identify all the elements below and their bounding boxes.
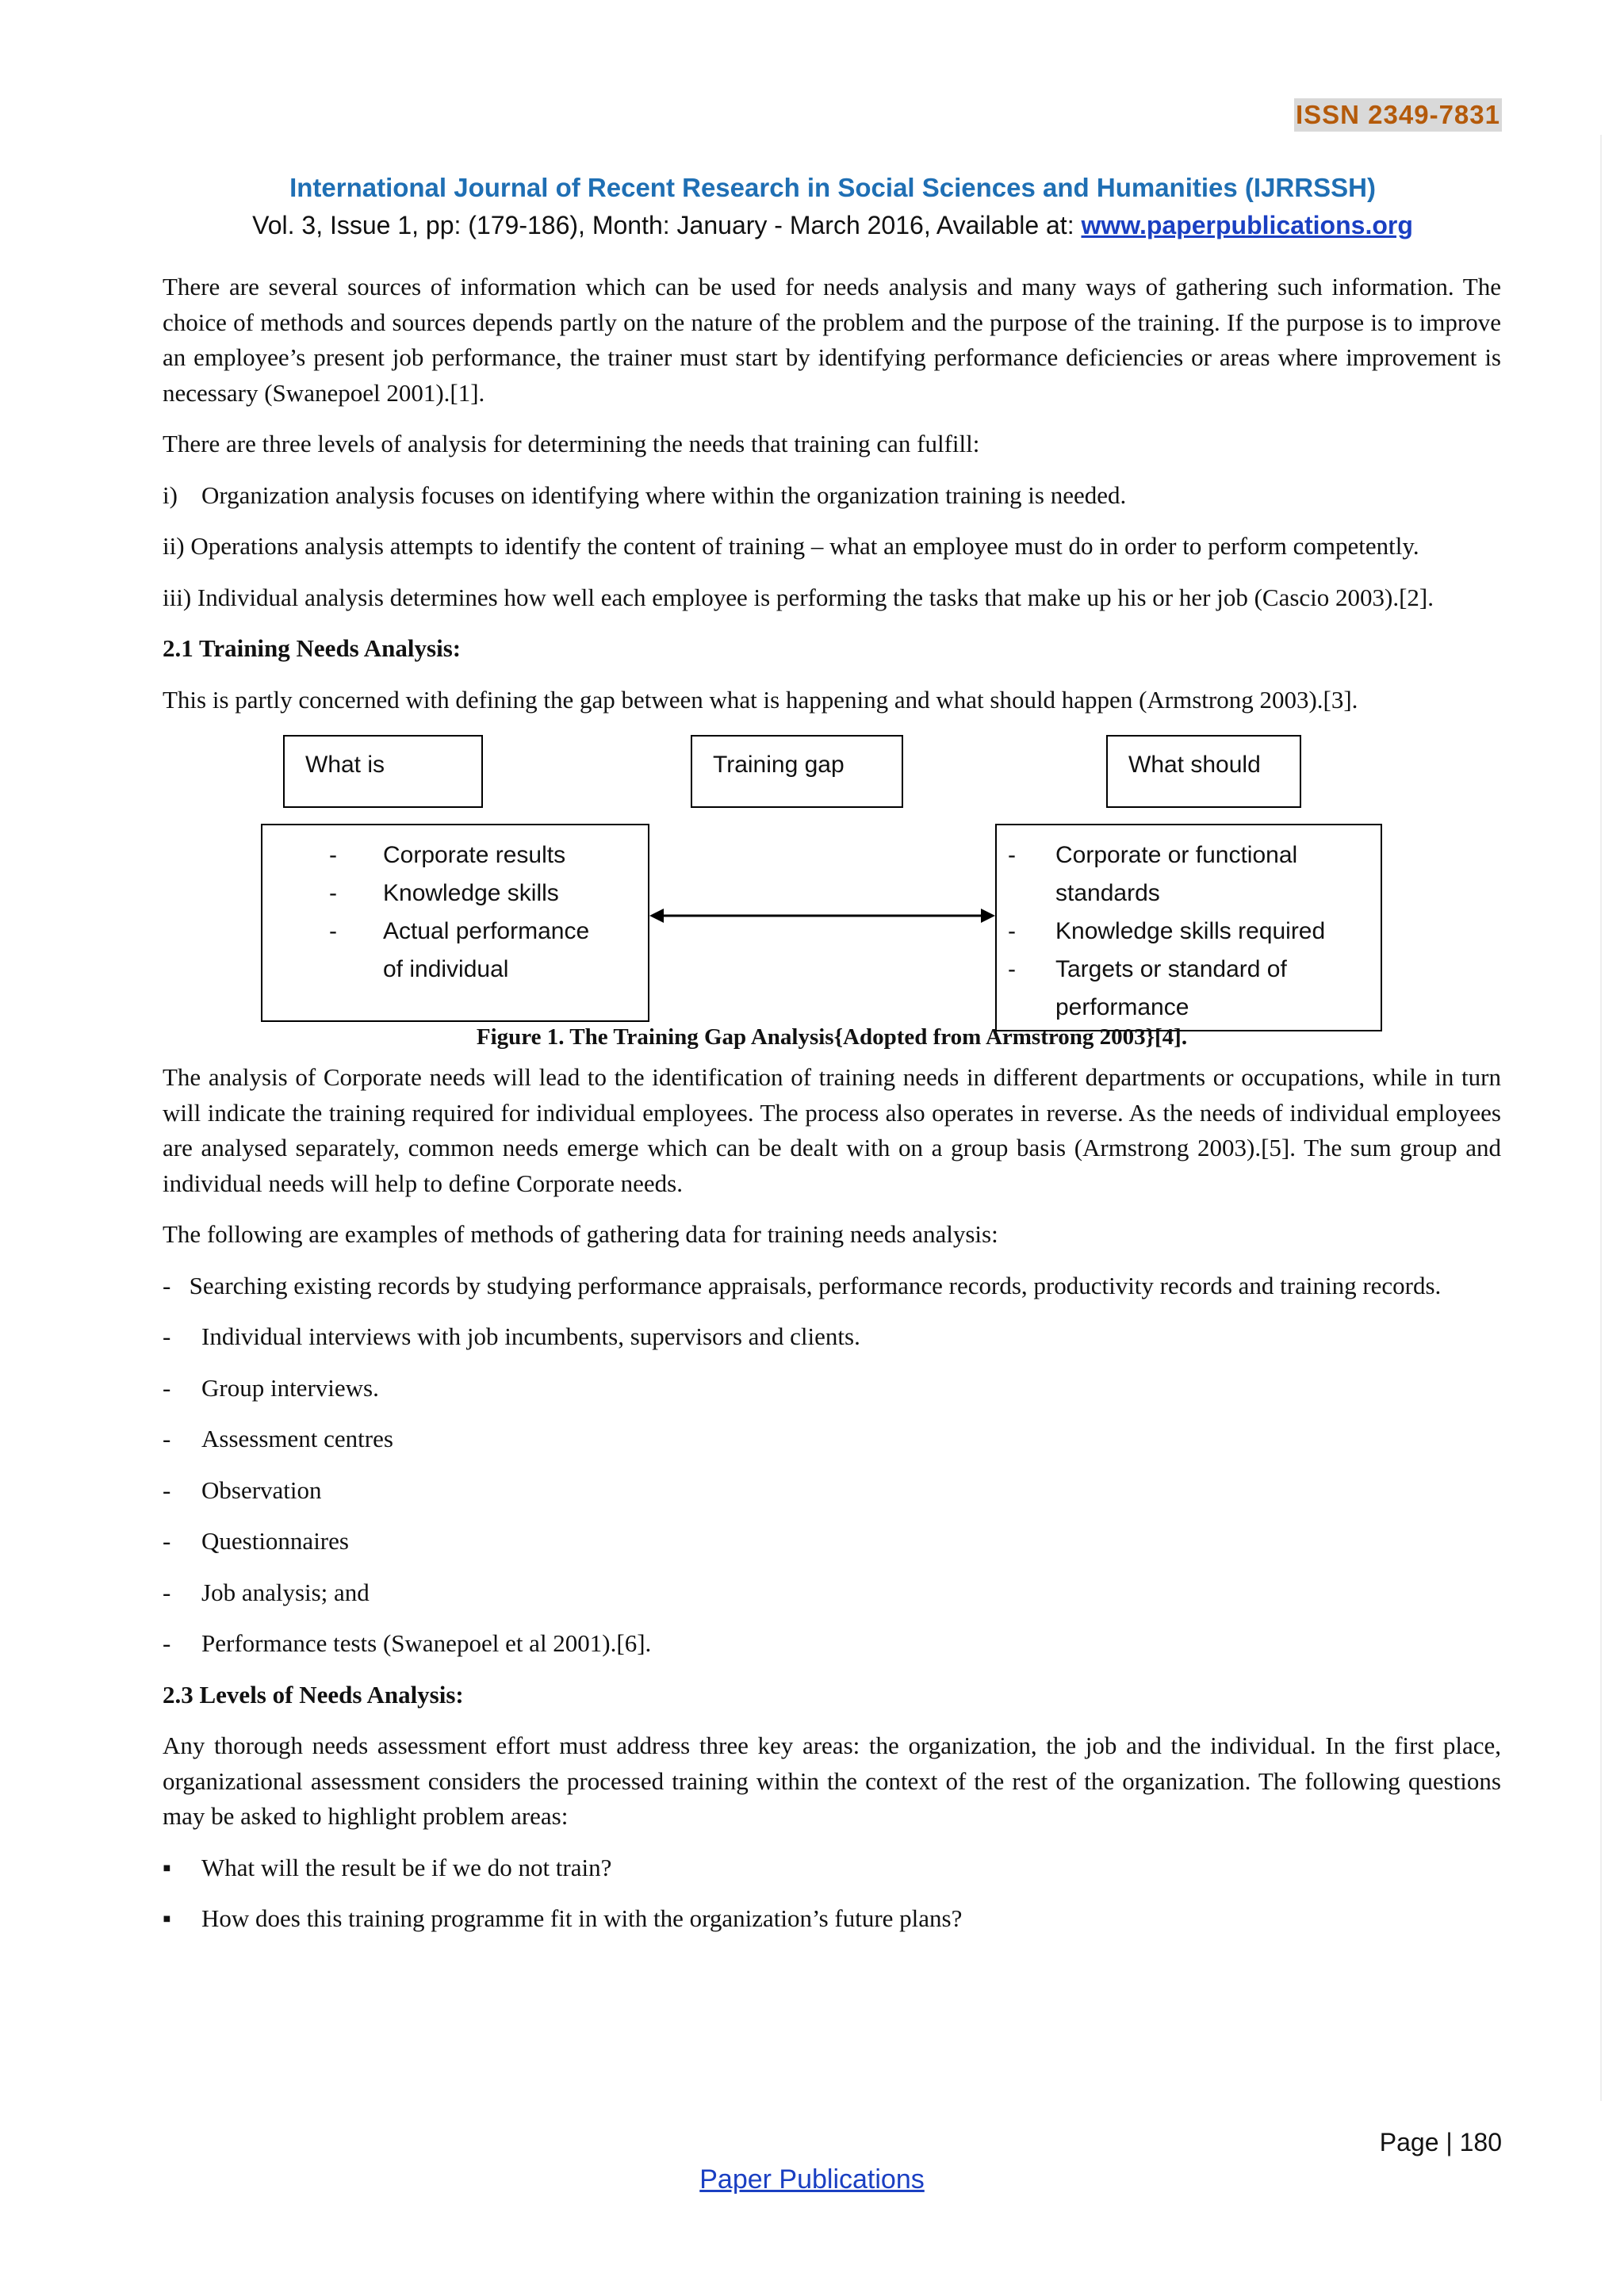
method-item: [163, 1575, 1501, 1611]
list-text: Observation: [201, 1475, 322, 1504]
dash: -: [329, 842, 337, 868]
what-is-label: What is: [305, 752, 385, 778]
figure-caption: Figure 1. The Training Gap Analysis{Adopted from Armstrong 2003}[4].: [476, 1024, 1188, 1050]
item-text: of individual: [383, 956, 509, 982]
method-item: [163, 1371, 1501, 1406]
question-item: [163, 1850, 1501, 1886]
page-edge-rule: [1600, 135, 1602, 2101]
issn-badge: ISSN 2349-7831: [1294, 98, 1502, 132]
desired-item: [997, 951, 1373, 989]
paragraph-sources: There are several sources of information which can be used for needs analysis and many ways of gathering such information. The choice of methods and sources depends partly on the nature of the problem and the purpose of the training. If the purpose is to improve an employee’s present job performance, the trainer must start by identifying performance deficiencies or areas where improvement is necessary (Swanepoel 2001).[1].: [163, 273, 1501, 407]
volume-text: Vol. 3, Issue 1, pp: (179-186), Month: January - March 2016, Available at:: [252, 211, 1082, 239]
method-item: [163, 1626, 1501, 1662]
level-item: [163, 478, 1501, 514]
item-text: Actual performance: [383, 918, 590, 944]
item-text: performance: [1055, 994, 1189, 1020]
training-gap-label: Training gap: [713, 752, 845, 778]
dash: -: [329, 880, 337, 906]
paragraph-methods-intro: The following are examples of methods of gathering data for training needs analysis:: [163, 1220, 998, 1248]
volume-line: [119, 211, 1546, 240]
dash: -: [1008, 956, 1016, 982]
paragraph-corporate-needs: The analysis of Corporate needs will lead to the identification of training needs in different departments or occupations, while in turn will indicate the training required for individual employees. The process also operates in reverse. As the needs of individual employees are analysed separately, common needs emerge which can be dealt with on a group basis (Armstrong 2003).[5]. The sum group and individual needs will help to define Corporate needs.: [163, 1063, 1501, 1197]
item-text: Knowledge skills required: [1055, 918, 1326, 944]
level-item: [163, 529, 1501, 564]
current-item-continued: [262, 951, 640, 989]
current-item: [262, 874, 640, 913]
list-marker: -: [163, 1629, 171, 1657]
paragraph-levels-intro: There are three levels of analysis for determining the needs that training can fulfill:: [163, 430, 980, 457]
method-item: [163, 1269, 1501, 1304]
what-should-label: What should: [1128, 752, 1261, 778]
dash: -: [1008, 842, 1016, 868]
list-marker: -: [163, 1425, 171, 1452]
desired-item-continued: [997, 989, 1373, 1027]
item-text: standards: [1055, 880, 1160, 906]
current-item: [262, 913, 640, 951]
list-text: Operations analysis attempts to identify the content of training – what an employee must do in order to perform competently.: [190, 532, 1419, 560]
method-item: [163, 1524, 1501, 1559]
journal-title: International Journal of Recent Research in Social Sciences and Humanities (IJRRSSH): [289, 173, 1376, 202]
desired-item-continued: [997, 874, 1373, 913]
list-text: Assessment centres: [201, 1425, 393, 1452]
publisher-link[interactable]: Paper Publications: [699, 2164, 925, 2195]
website-link[interactable]: www.paperpublications.org: [1081, 211, 1413, 239]
section-heading-2-1: 2.1 Training Needs Analysis:: [163, 634, 462, 662]
item-text: Targets or standard of: [1055, 956, 1287, 982]
list-marker: -: [163, 1373, 171, 1402]
list-text: How does this training programme fit in with the organization’s future plans?: [201, 1904, 963, 1932]
level-item: [163, 580, 1501, 616]
list-text: Group interviews.: [201, 1373, 379, 1402]
list-text: Individual analysis determines how well each employee is performing the tasks that make up his or her job (Cascio 2003).[2].: [197, 583, 1434, 611]
dash: -: [1008, 918, 1016, 944]
method-item: [163, 1473, 1501, 1509]
list-marker: -: [163, 1271, 171, 1299]
dash: -: [329, 918, 337, 944]
list-marker: i): [163, 480, 178, 509]
item-text: Corporate or functional: [1055, 842, 1298, 868]
square-bullet-icon: ▪: [163, 1904, 171, 1932]
method-item: [163, 1319, 1501, 1355]
training-gap-figure: [163, 735, 1501, 1050]
list-text: Performance tests (Swanepoel et al 2001).[6].: [201, 1629, 652, 1657]
paragraph-levels-needs: Any thorough needs assessment effort must address three key areas: the organization, the job and the individual. In the first place, organizational assessment considers the processed training within the context of the rest of the organization. The following questions may be asked to highlight problem areas:: [163, 1732, 1501, 1830]
list-marker: -: [163, 1475, 171, 1504]
current-state-box: [261, 824, 649, 1022]
method-item: [163, 1422, 1501, 1457]
article-body: [163, 270, 1501, 1953]
list-text: Job analysis; and: [201, 1578, 370, 1606]
list-text: Searching existing records by studying performance appraisals, performance records, productivity records and training records.: [189, 1271, 1442, 1299]
list-marker: -: [163, 1322, 171, 1350]
list-marker: -: [163, 1527, 171, 1555]
section-heading-2-3: 2.3 Levels of Needs Analysis:: [163, 1680, 464, 1709]
current-item: [262, 836, 640, 874]
square-bullet-icon: ▪: [163, 1853, 171, 1881]
list-text: Questionnaires: [201, 1527, 349, 1555]
what-should-box: [1106, 735, 1301, 808]
item-text: Corporate results: [383, 842, 566, 868]
list-text: Individual interviews with job incumbents, supervisors and clients.: [201, 1322, 860, 1350]
item-text: Knowledge skills: [383, 880, 559, 906]
list-marker: -: [163, 1578, 171, 1606]
list-text: What will the result be if we do not train?: [201, 1853, 612, 1881]
list-marker: ii): [163, 532, 185, 560]
desired-item: [997, 836, 1373, 874]
page-number: Page | 180: [1379, 2128, 1502, 2156]
desired-state-box: [995, 824, 1382, 1031]
desired-item: [997, 913, 1373, 951]
list-marker: iii): [163, 583, 192, 611]
paragraph-gap-definition: This is partly concerned with defining the gap between what is happening and what should happen (Armstrong 2003).[3].: [163, 685, 1358, 714]
gap-double-arrow: [649, 904, 995, 928]
training-gap-box: [691, 735, 903, 808]
what-is-box: [283, 735, 483, 808]
question-item: [163, 1901, 1501, 1937]
list-text: Organization analysis focuses on identifying where within the organization training is needed.: [201, 480, 1127, 509]
